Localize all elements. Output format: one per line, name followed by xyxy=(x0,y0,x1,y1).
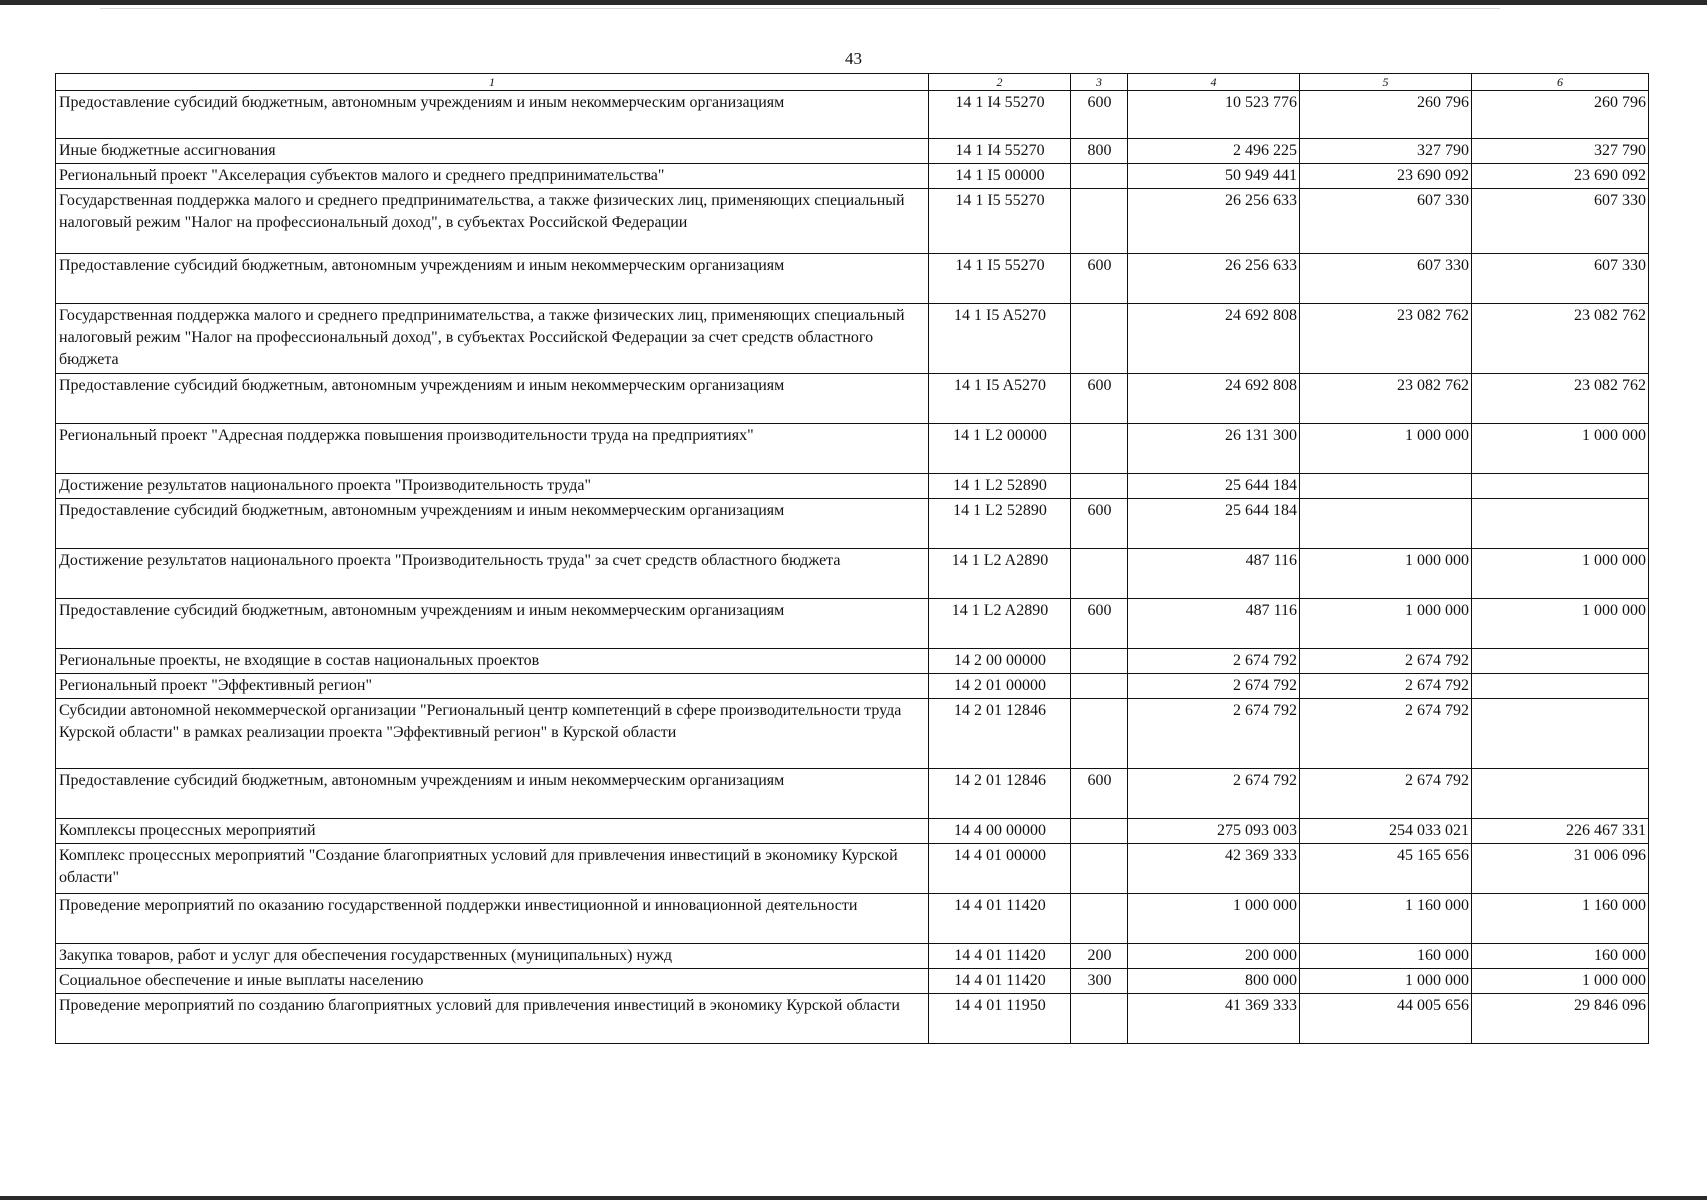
row-amount-col4-cell: 26 256 633 xyxy=(1128,254,1300,304)
column-header-2: 2 xyxy=(929,74,1071,91)
row-amount-col4-cell: 42 369 333 xyxy=(1128,844,1300,894)
row-expense-type-cell xyxy=(1071,819,1128,844)
row-amount-col4-cell: 10 523 776 xyxy=(1128,91,1300,139)
row-amount-col6-cell: 226 467 331 xyxy=(1472,819,1649,844)
row-code-cell: 14 1 I4 55270 xyxy=(929,91,1071,139)
row-expense-type-cell xyxy=(1071,474,1128,499)
row-code-cell: 14 1 I5 A5270 xyxy=(929,304,1071,374)
row-amount-col4-cell: 2 674 792 xyxy=(1128,769,1300,819)
row-name-cell: Проведение мероприятий по созданию благоприятных условий для привлечения инвестиций в экономику Курской области xyxy=(56,994,929,1044)
row-name-cell: Достижение результатов национального проекта "Производительность труда" xyxy=(56,474,929,499)
row-amount-col4-cell: 800 000 xyxy=(1128,969,1300,994)
row-amount-col6-cell: 31 006 096 xyxy=(1472,844,1649,894)
row-amount-col5-cell: 44 005 656 xyxy=(1300,994,1472,1044)
row-expense-type-cell: 600 xyxy=(1071,599,1128,649)
row-amount-col6-cell: 160 000 xyxy=(1472,944,1649,969)
row-amount-col5-cell xyxy=(1300,499,1472,549)
row-amount-col5-cell: 2 674 792 xyxy=(1300,674,1472,699)
row-code-cell: 14 4 01 00000 xyxy=(929,844,1071,894)
row-amount-col5-cell: 23 082 762 xyxy=(1300,374,1472,424)
row-code-cell: 14 1 I4 55270 xyxy=(929,139,1071,164)
row-amount-col6-cell: 1 000 000 xyxy=(1472,969,1649,994)
row-amount-col6-cell: 327 790 xyxy=(1472,139,1649,164)
row-code-cell: 14 4 01 11420 xyxy=(929,969,1071,994)
row-code-cell: 14 2 01 12846 xyxy=(929,769,1071,819)
row-amount-col5-cell: 254 033 021 xyxy=(1300,819,1472,844)
row-name-cell: Достижение результатов национального проекта "Производительность труда" за счет средств областного бюджета xyxy=(56,549,929,599)
row-expense-type-cell: 600 xyxy=(1071,499,1128,549)
row-amount-col6-cell: 23 082 762 xyxy=(1472,374,1649,424)
row-expense-type-cell xyxy=(1071,164,1128,189)
budget-table xyxy=(55,73,1649,1044)
table-row xyxy=(56,649,1649,674)
bottom-scan-border xyxy=(0,1196,1707,1200)
row-amount-col4-cell: 24 692 808 xyxy=(1128,304,1300,374)
top-scan-artifact-line xyxy=(100,8,1500,9)
row-name-cell: Предоставление субсидий бюджетным, автономным учреждениям и иным некоммерческим организациям xyxy=(56,599,929,649)
row-name-cell: Региональный проект "Эффективный регион" xyxy=(56,674,929,699)
row-code-cell: 14 4 01 11420 xyxy=(929,894,1071,944)
column-header-4: 4 xyxy=(1128,74,1300,91)
row-name-cell: Социальное обеспечение и иные выплаты населению xyxy=(56,969,929,994)
row-name-cell: Региональные проекты, не входящие в состав национальных проектов xyxy=(56,649,929,674)
column-header-5: 5 xyxy=(1300,74,1472,91)
row-amount-col4-cell: 24 692 808 xyxy=(1128,374,1300,424)
column-header-3: 3 xyxy=(1071,74,1128,91)
row-amount-col4-cell: 25 644 184 xyxy=(1128,474,1300,499)
row-amount-col4-cell: 2 674 792 xyxy=(1128,649,1300,674)
row-expense-type-cell: 600 xyxy=(1071,254,1128,304)
row-amount-col5-cell: 260 796 xyxy=(1300,91,1472,139)
row-amount-col4-cell: 41 369 333 xyxy=(1128,994,1300,1044)
row-amount-col6-cell: 1 000 000 xyxy=(1472,424,1649,474)
row-amount-col4-cell: 50 949 441 xyxy=(1128,164,1300,189)
row-code-cell: 14 2 00 00000 xyxy=(929,649,1071,674)
row-name-cell: Предоставление субсидий бюджетным, автономным учреждениям и иным некоммерческим организациям xyxy=(56,499,929,549)
row-name-cell: Региональный проект "Адресная поддержка повышения производительности труда на предприятиях" xyxy=(56,424,929,474)
table-row xyxy=(56,944,1649,969)
table-row xyxy=(56,674,1649,699)
row-amount-col6-cell: 1 000 000 xyxy=(1472,599,1649,649)
top-scan-border xyxy=(0,0,1707,5)
row-amount-col6-cell: 1 000 000 xyxy=(1472,549,1649,599)
row-name-cell: Государственная поддержка малого и среднего предпринимательства, а также физических лиц, применяющих специальный налоговый режим "Налог на профессиональный доход", в субъектах Российской Федерации за счет средств областного бюджета xyxy=(56,304,929,374)
row-amount-col6-cell xyxy=(1472,674,1649,699)
row-amount-col4-cell: 200 000 xyxy=(1128,944,1300,969)
row-amount-col4-cell: 26 256 633 xyxy=(1128,189,1300,254)
row-expense-type-cell xyxy=(1071,994,1128,1044)
row-amount-col6-cell: 1 160 000 xyxy=(1472,894,1649,944)
row-amount-col5-cell: 2 674 792 xyxy=(1300,649,1472,674)
table-row xyxy=(56,994,1649,1044)
row-amount-col5-cell: 1 000 000 xyxy=(1300,969,1472,994)
row-name-cell: Комплекс процессных мероприятий "Создание благоприятных условий для привлечения инвестиций в экономику Курской области" xyxy=(56,844,929,894)
row-name-cell: Субсидии автономной некоммерческой организации "Региональный центр компетенций в сфере производительности труда Курской области" в рамках реализации проекта "Эффективный регион" в Курской области xyxy=(56,699,929,769)
row-amount-col4-cell: 26 131 300 xyxy=(1128,424,1300,474)
row-expense-type-cell: 600 xyxy=(1071,374,1128,424)
row-code-cell: 14 1 I5 00000 xyxy=(929,164,1071,189)
row-code-cell: 14 1 L2 A2890 xyxy=(929,599,1071,649)
row-amount-col6-cell: 29 846 096 xyxy=(1472,994,1649,1044)
table-row xyxy=(56,844,1649,894)
row-amount-col5-cell: 1 160 000 xyxy=(1300,894,1472,944)
table-row xyxy=(56,254,1649,304)
row-code-cell: 14 4 00 00000 xyxy=(929,819,1071,844)
row-expense-type-cell: 200 xyxy=(1071,944,1128,969)
row-amount-col5-cell: 45 165 656 xyxy=(1300,844,1472,894)
row-code-cell: 14 1 I5 A5270 xyxy=(929,374,1071,424)
row-amount-col4-cell: 487 116 xyxy=(1128,599,1300,649)
table-row xyxy=(56,969,1649,994)
row-code-cell: 14 4 01 11420 xyxy=(929,944,1071,969)
row-amount-col6-cell: 23 082 762 xyxy=(1472,304,1649,374)
table-row xyxy=(56,599,1649,649)
row-code-cell: 14 1 I5 55270 xyxy=(929,254,1071,304)
row-amount-col5-cell: 607 330 xyxy=(1300,254,1472,304)
row-amount-col5-cell: 607 330 xyxy=(1300,189,1472,254)
row-name-cell: Предоставление субсидий бюджетным, автономным учреждениям и иным некоммерческим организациям xyxy=(56,91,929,139)
row-expense-type-cell: 300 xyxy=(1071,969,1128,994)
page-number: 43 xyxy=(845,49,862,68)
row-name-cell: Региональный проект "Акселерация субъектов малого и среднего предпринимательства" xyxy=(56,164,929,189)
row-amount-col6-cell: 23 690 092 xyxy=(1472,164,1649,189)
row-amount-col5-cell: 1 000 000 xyxy=(1300,599,1472,649)
row-name-cell: Комплексы процессных мероприятий xyxy=(56,819,929,844)
row-name-cell: Иные бюджетные ассигнования xyxy=(56,139,929,164)
row-amount-col5-cell: 327 790 xyxy=(1300,139,1472,164)
row-amount-col5-cell: 23 690 092 xyxy=(1300,164,1472,189)
row-expense-type-cell xyxy=(1071,894,1128,944)
row-amount-col4-cell: 25 644 184 xyxy=(1128,499,1300,549)
table-row xyxy=(56,424,1649,474)
row-name-cell: Закупка товаров, работ и услуг для обеспечения государственных (муниципальных) нужд xyxy=(56,944,929,969)
row-expense-type-cell: 800 xyxy=(1071,139,1128,164)
row-amount-col5-cell: 23 082 762 xyxy=(1300,304,1472,374)
row-amount-col4-cell: 275 093 003 xyxy=(1128,819,1300,844)
table-row xyxy=(56,139,1649,164)
table-row xyxy=(56,164,1649,189)
table-row xyxy=(56,189,1649,254)
row-name-cell: Предоставление субсидий бюджетным, автономным учреждениям и иным некоммерческим организациям xyxy=(56,374,929,424)
row-expense-type-cell xyxy=(1071,424,1128,474)
table-body xyxy=(56,91,1649,1044)
row-amount-col6-cell xyxy=(1472,649,1649,674)
row-amount-col6-cell: 607 330 xyxy=(1472,189,1649,254)
table-row xyxy=(56,474,1649,499)
row-code-cell: 14 1 L2 00000 xyxy=(929,424,1071,474)
row-code-cell: 14 2 01 12846 xyxy=(929,699,1071,769)
table-row xyxy=(56,499,1649,549)
row-expense-type-cell: 600 xyxy=(1071,91,1128,139)
row-name-cell: Предоставление субсидий бюджетным, автономным учреждениям и иным некоммерческим организациям xyxy=(56,769,929,819)
table-row xyxy=(56,549,1649,599)
row-amount-col4-cell: 2 496 225 xyxy=(1128,139,1300,164)
row-code-cell: 14 4 01 11950 xyxy=(929,994,1071,1044)
table-row xyxy=(56,699,1649,769)
row-amount-col6-cell xyxy=(1472,699,1649,769)
row-amount-col5-cell: 2 674 792 xyxy=(1300,699,1472,769)
row-amount-col4-cell: 2 674 792 xyxy=(1128,699,1300,769)
row-code-cell: 14 2 01 00000 xyxy=(929,674,1071,699)
row-amount-col5-cell: 160 000 xyxy=(1300,944,1472,969)
table-row xyxy=(56,894,1649,944)
row-code-cell: 14 1 L2 52890 xyxy=(929,499,1071,549)
row-amount-col5-cell: 1 000 000 xyxy=(1300,549,1472,599)
row-code-cell: 14 1 L2 52890 xyxy=(929,474,1071,499)
table-row xyxy=(56,769,1649,819)
table-row xyxy=(56,91,1649,139)
row-amount-col6-cell xyxy=(1472,499,1649,549)
row-expense-type-cell xyxy=(1071,844,1128,894)
row-amount-col4-cell: 1 000 000 xyxy=(1128,894,1300,944)
row-name-cell: Предоставление субсидий бюджетным, автономным учреждениям и иным некоммерческим организациям xyxy=(56,254,929,304)
row-amount-col4-cell: 2 674 792 xyxy=(1128,674,1300,699)
row-amount-col5-cell: 2 674 792 xyxy=(1300,769,1472,819)
row-amount-col5-cell: 1 000 000 xyxy=(1300,424,1472,474)
row-code-cell: 14 1 I5 55270 xyxy=(929,189,1071,254)
row-expense-type-cell xyxy=(1071,189,1128,254)
column-header-6: 6 xyxy=(1472,74,1649,91)
table-row xyxy=(56,374,1649,424)
row-expense-type-cell xyxy=(1071,549,1128,599)
row-amount-col4-cell: 487 116 xyxy=(1128,549,1300,599)
row-amount-col6-cell: 260 796 xyxy=(1472,91,1649,139)
row-expense-type-cell xyxy=(1071,699,1128,769)
row-expense-type-cell xyxy=(1071,649,1128,674)
row-code-cell: 14 1 L2 A2890 xyxy=(929,549,1071,599)
row-amount-col6-cell: 607 330 xyxy=(1472,254,1649,304)
row-name-cell: Проведение мероприятий по оказанию государственной поддержки инвестиционной и инновационной деятельности xyxy=(56,894,929,944)
column-header-1: 1 xyxy=(56,74,929,91)
row-amount-col6-cell xyxy=(1472,769,1649,819)
row-expense-type-cell xyxy=(1071,304,1128,374)
row-amount-col5-cell xyxy=(1300,474,1472,499)
row-expense-type-cell xyxy=(1071,674,1128,699)
column-number-row xyxy=(56,74,1649,91)
row-amount-col6-cell xyxy=(1472,474,1649,499)
table-row xyxy=(56,304,1649,374)
row-expense-type-cell: 600 xyxy=(1071,769,1128,819)
table-row xyxy=(56,819,1649,844)
row-name-cell: Государственная поддержка малого и среднего предпринимательства, а также физических лиц, применяющих специальный налоговый режим "Налог на профессиональный доход", в субъектах Российской Федерации xyxy=(56,189,929,254)
